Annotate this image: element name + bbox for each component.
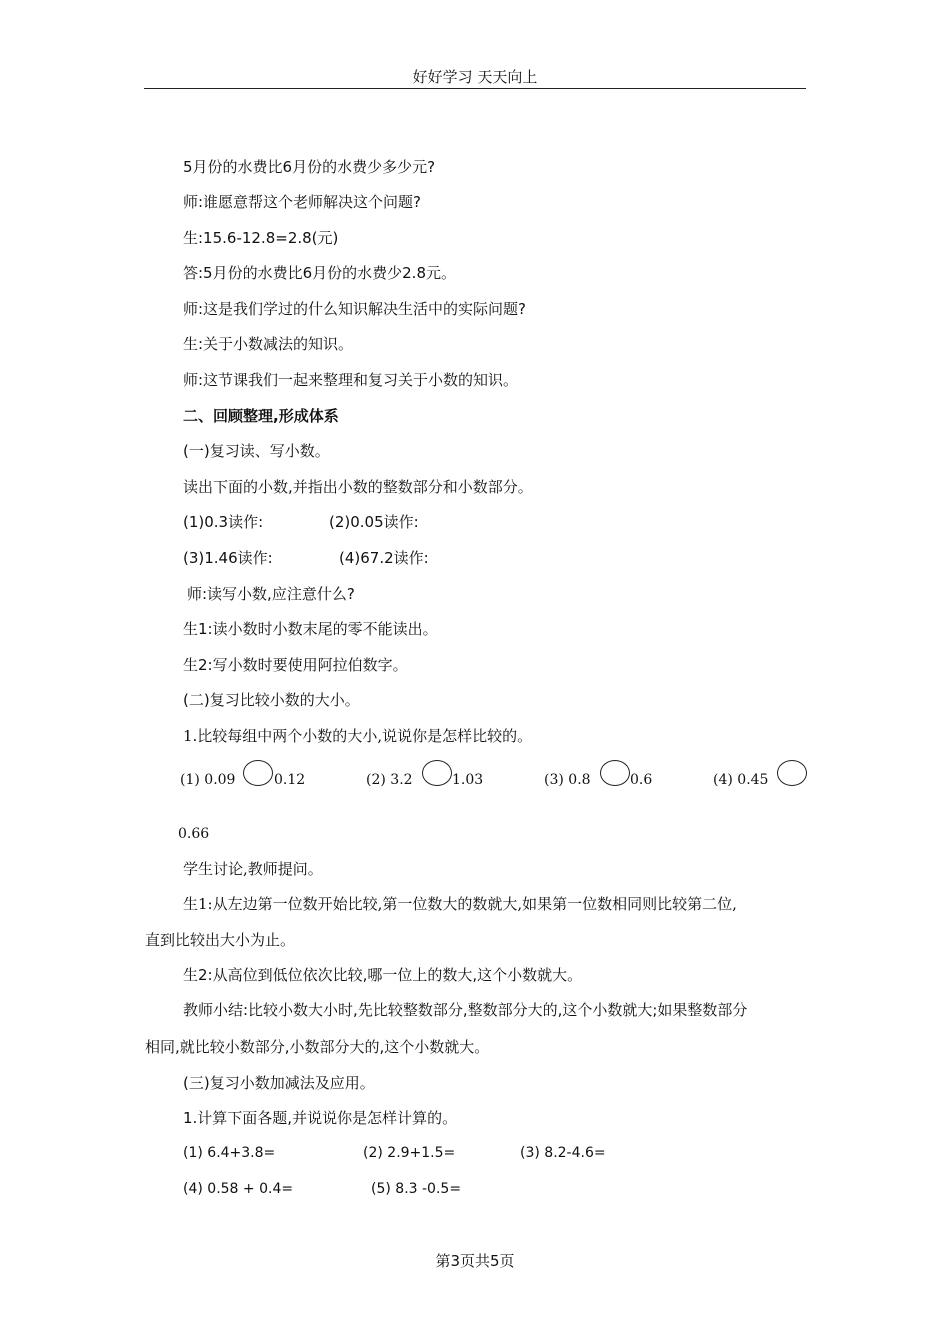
text-line: 师:读写小数,应注意什么? bbox=[187, 585, 355, 603]
section-heading: 二、回顾整理,形成体系 bbox=[183, 407, 339, 425]
text-line: 答:5月份的水费比6月份的水费少2.8元。 bbox=[183, 264, 456, 282]
compare-left: (4) 0.45 bbox=[713, 772, 769, 788]
exercise-item: (3) 8.2-4.6= bbox=[520, 1145, 606, 1161]
text-line: 相同,就比较小数部分,小数部分大的,这个小数就大。 bbox=[145, 1038, 490, 1056]
subsection-heading: (二)复习比较小数的大小。 bbox=[183, 691, 360, 709]
text-line: 生:15.6-12.8=2.8(元) bbox=[183, 229, 339, 247]
text-line: 生1:从左边第一位数开始比较,第一位数大的数就大,如果第一位数相同则比较第二位, bbox=[183, 895, 737, 913]
text-line: 1.计算下面各题,并说说你是怎样计算的。 bbox=[183, 1109, 458, 1127]
read-item: (1)0.3读作: bbox=[183, 513, 264, 531]
page-header: 好好学习 天天向上 bbox=[412, 68, 538, 86]
page-number: 第3页共5页 bbox=[435, 1252, 515, 1270]
read-item: (2)0.05读作: bbox=[329, 513, 419, 531]
text-line: 生1:读小数时小数末尾的零不能读出。 bbox=[183, 620, 438, 638]
compare-right: 0.12 bbox=[274, 772, 306, 788]
subsection-heading: (三)复习小数加减法及应用。 bbox=[183, 1074, 375, 1092]
compare-circle bbox=[422, 760, 452, 786]
text-line: 生2:从高位到低位依次比较,哪一位上的数大,这个小数就大。 bbox=[183, 966, 583, 984]
compare-left: (2) 3.2 bbox=[366, 772, 413, 788]
read-item: (3)1.46读作: bbox=[183, 549, 273, 567]
exercise-item: (5) 8.3 -0.5= bbox=[371, 1181, 462, 1197]
text-line: 师:谁愿意帮这个老师解决这个问题? bbox=[183, 193, 422, 211]
compare-circle bbox=[243, 760, 273, 786]
text-line: 5月份的水费比6月份的水费少多少元? bbox=[183, 158, 436, 176]
exercise-item: (4) 0.58 + 0.4= bbox=[183, 1181, 294, 1197]
compare-right: 0.66 bbox=[178, 826, 210, 842]
compare-circle bbox=[777, 760, 807, 786]
text-line: 生2:写小数时要使用阿拉伯数字。 bbox=[183, 656, 408, 674]
text-line: 学生讨论,教师提问。 bbox=[183, 860, 323, 878]
compare-right: 1.03 bbox=[452, 772, 484, 788]
text-line: 读出下面的小数,并指出小数的整数部分和小数部分。 bbox=[183, 478, 533, 496]
exercise-item: (1) 6.4+3.8= bbox=[183, 1145, 276, 1161]
text-line: 师:这是我们学过的什么知识解决生活中的实际问题? bbox=[183, 300, 527, 318]
compare-left: (1) 0.09 bbox=[180, 772, 236, 788]
compare-circle bbox=[600, 760, 630, 786]
text-line: 1.比较每组中两个小数的大小,说说你是怎样比较的。 bbox=[183, 727, 533, 745]
text-line: 师:这节课我们一起来整理和复习关于小数的知识。 bbox=[183, 371, 519, 389]
compare-right: 0.6 bbox=[630, 772, 653, 788]
subsection-heading: (一)复习读、写小数。 bbox=[183, 442, 330, 460]
text-line: 教师小结:比较小数大小时,先比较整数部分,整数部分大的,这个小数就大;如果整数部分 bbox=[183, 1001, 748, 1019]
compare-left: (3) 0.8 bbox=[544, 772, 591, 788]
exercise-item: (2) 2.9+1.5= bbox=[363, 1145, 456, 1161]
text-line: 直到比较出大小为止。 bbox=[145, 931, 296, 949]
text-line: 生:关于小数减法的知识。 bbox=[183, 335, 354, 353]
read-item: (4)67.2读作: bbox=[339, 549, 429, 567]
header-divider bbox=[144, 88, 806, 89]
